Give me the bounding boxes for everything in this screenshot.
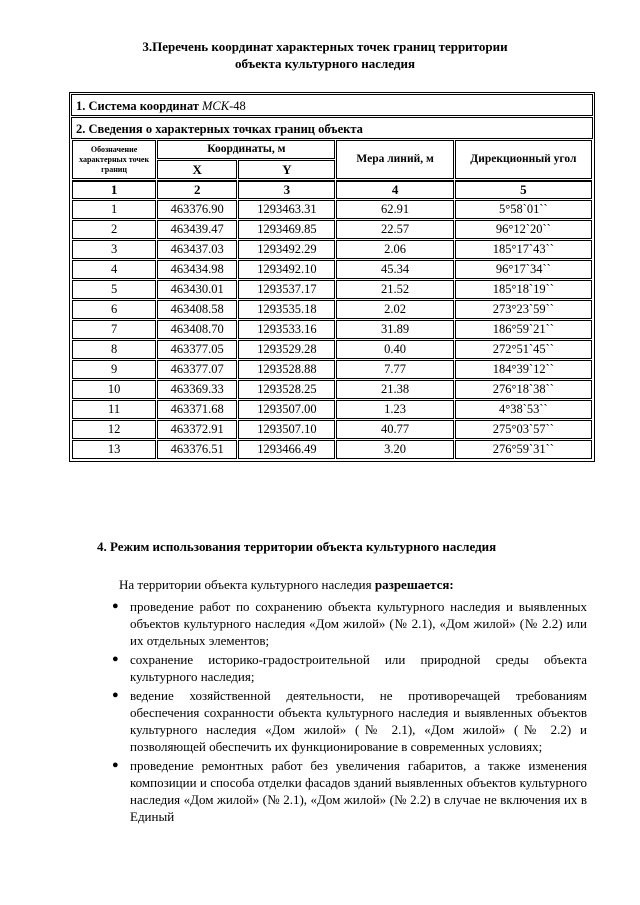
table-row <box>72 240 592 259</box>
table-row <box>72 200 592 219</box>
direction-angle-cell: 96°17`34`` <box>455 260 592 279</box>
line-measure-cell: 22.57 <box>336 220 453 239</box>
coordinate-system-row <box>71 94 593 116</box>
x-coordinate-cell: 463439.47 <box>157 220 237 239</box>
point-number-cell: 13 <box>72 440 156 459</box>
list-item <box>111 598 587 649</box>
table-row <box>72 400 592 419</box>
point-number-cell: 9 <box>72 360 156 379</box>
line-measure-cell: 21.52 <box>336 280 453 299</box>
point-number-cell: 10 <box>72 380 156 399</box>
y-coordinate-cell: 1293528.25 <box>238 380 335 399</box>
point-number-cell: 4 <box>72 260 156 279</box>
direction-angle-cell: 272°51`45`` <box>455 340 592 359</box>
point-number-cell: 2 <box>72 220 156 239</box>
list-item <box>111 757 587 825</box>
section-4-heading: 4. Режим использования территории объекта культурного наследия <box>97 539 497 554</box>
coordinate-rows <box>72 200 592 459</box>
y-coordinate-cell: 1293537.17 <box>238 280 335 299</box>
header-point-designation: Обозначение характерных точек границ <box>72 140 156 179</box>
point-number-cell: 8 <box>72 340 156 359</box>
column-number: 4 <box>336 180 453 199</box>
table-row <box>72 440 592 459</box>
point-number-cell: 1 <box>72 200 156 219</box>
table-row <box>72 300 592 319</box>
x-coordinate-cell: 463371.68 <box>157 400 237 419</box>
page-title <box>90 38 560 72</box>
direction-angle-cell: 185°17`43`` <box>455 240 592 259</box>
direction-angle-cell: 5°58`01`` <box>455 200 592 219</box>
y-coordinate-cell: 1293463.31 <box>238 200 335 219</box>
permission-intro-bold: разрешается: <box>374 577 454 592</box>
column-number: 5 <box>455 180 592 199</box>
line-measure-cell: 45.34 <box>336 260 453 279</box>
header-line-measure: Мера линий, м <box>336 140 453 179</box>
header-direction-angle: Дирекционный угол <box>455 140 592 179</box>
bullet-icon: ● <box>112 653 119 665</box>
column-number: 3 <box>238 180 335 199</box>
table-row <box>72 320 592 339</box>
list-item-text: проведение ремонтных работ без увеличения габаритов, а также изменения композиции и способа отделки фасадов зданий выявленных объектов культурного наследия «Дом жилой» (№ 2.1), «Дом жилой» (№ 2.2) в случае не включения их в Единый <box>130 758 587 824</box>
point-number-cell: 6 <box>72 300 156 319</box>
y-coordinate-cell: 1293529.28 <box>238 340 335 359</box>
direction-angle-cell: 184°39`12`` <box>455 360 592 379</box>
x-coordinate-cell: 463408.70 <box>157 320 237 339</box>
line-measure-cell: 2.06 <box>336 240 453 259</box>
coordinate-system-suffix: -48 <box>229 99 246 113</box>
header-coordinates: Координаты, м <box>157 140 335 159</box>
y-coordinate-cell: 1293507.00 <box>238 400 335 419</box>
x-coordinate-cell: 463376.51 <box>157 440 237 459</box>
permission-intro <box>119 577 454 593</box>
point-number-cell: 12 <box>72 420 156 439</box>
title-line-1: 3.Перечень координат характерных точек границ территории <box>142 39 508 54</box>
line-measure-cell: 62.91 <box>336 200 453 219</box>
bullet-icon: ● <box>112 600 119 612</box>
x-coordinate-cell: 463434.98 <box>157 260 237 279</box>
table-row <box>72 380 592 399</box>
point-number-cell: 7 <box>72 320 156 339</box>
x-coordinate-cell: 463372.91 <box>157 420 237 439</box>
header-y: Y <box>238 160 335 179</box>
list-item-text: проведение работ по сохранению объекта культурного наследия и выявленных объектов культурного наследия «Дом жилой» (№ 2.1), «Дом жилой» (№ 2.2) или их отдельных элементов; <box>130 599 587 648</box>
direction-angle-cell: 186°59`21`` <box>455 320 592 339</box>
x-coordinate-cell: 463437.03 <box>157 240 237 259</box>
permission-intro-text: На территории объекта культурного наследия <box>119 577 375 592</box>
permitted-activities-list <box>111 598 587 827</box>
list-item <box>111 651 587 685</box>
table-row <box>72 360 592 379</box>
direction-angle-cell: 96°12`20`` <box>455 220 592 239</box>
table-row <box>72 260 592 279</box>
table-row <box>72 220 592 239</box>
x-coordinate-cell: 463377.07 <box>157 360 237 379</box>
list-item-text: сохранение историко-градостроительной или природной среды объекта культурного наследия; <box>130 652 587 684</box>
point-number-cell: 3 <box>72 240 156 259</box>
direction-angle-cell: 276°18`38`` <box>455 380 592 399</box>
list-item <box>111 687 587 755</box>
bullet-icon: ● <box>112 689 119 701</box>
line-measure-cell: 2.02 <box>336 300 453 319</box>
direction-angle-cell: 273°23`59`` <box>455 300 592 319</box>
direction-angle-cell: 185°18`19`` <box>455 280 592 299</box>
x-coordinate-cell: 463408.58 <box>157 300 237 319</box>
list-item-text: ведение хозяйственной деятельности, не противоречащей требованиям обеспечения сохранности объекта культурного наследия и выявленных объектов культурного наследия «Дом жилой» (№ 2.1), «Дом жилой» (№ 2.2) и позволяющей обеспечить их функционирование в современных условиях; <box>130 688 587 754</box>
y-coordinate-cell: 1293492.10 <box>238 260 335 279</box>
column-number: 2 <box>157 180 237 199</box>
line-measure-cell: 1.23 <box>336 400 453 419</box>
line-measure-cell: 21.38 <box>336 380 453 399</box>
point-number-cell: 5 <box>72 280 156 299</box>
y-coordinate-cell: 1293535.18 <box>238 300 335 319</box>
table-row <box>72 340 592 359</box>
y-coordinate-cell: 1293466.49 <box>238 440 335 459</box>
line-measure-cell: 0.40 <box>336 340 453 359</box>
column-number: 1 <box>72 180 156 199</box>
y-coordinate-cell: 1293492.29 <box>238 240 335 259</box>
line-measure-cell: 40.77 <box>336 420 453 439</box>
coordinates-table-block <box>69 92 595 462</box>
line-measure-cell: 3.20 <box>336 440 453 459</box>
line-measure-cell: 7.77 <box>336 360 453 379</box>
coordinate-system-label: 1. Система координат <box>76 99 203 113</box>
x-coordinate-cell: 463377.05 <box>157 340 237 359</box>
direction-angle-cell: 275°03`57`` <box>455 420 592 439</box>
table-row <box>72 280 592 299</box>
y-coordinate-cell: 1293507.10 <box>238 420 335 439</box>
line-measure-cell: 31.89 <box>336 320 453 339</box>
y-coordinate-cell: 1293469.85 <box>238 220 335 239</box>
section-2-heading: 2. Сведения о характерных точках границ объекта <box>71 117 593 139</box>
x-coordinate-cell: 463369.33 <box>157 380 237 399</box>
bullet-icon: ● <box>112 759 119 771</box>
title-line-2: объекта культурного наследия <box>235 56 415 71</box>
coordinates-table <box>71 139 593 460</box>
x-coordinate-cell: 463430.01 <box>157 280 237 299</box>
column-number-row <box>72 180 592 199</box>
point-number-cell: 11 <box>72 400 156 419</box>
coordinate-system-value: МСК <box>202 99 230 113</box>
table-row <box>72 420 592 439</box>
x-coordinate-cell: 463376.90 <box>157 200 237 219</box>
direction-angle-cell: 276°59`31`` <box>455 440 592 459</box>
y-coordinate-cell: 1293528.88 <box>238 360 335 379</box>
y-coordinate-cell: 1293533.16 <box>238 320 335 339</box>
header-x: X <box>157 160 237 179</box>
direction-angle-cell: 4°38`53`` <box>455 400 592 419</box>
